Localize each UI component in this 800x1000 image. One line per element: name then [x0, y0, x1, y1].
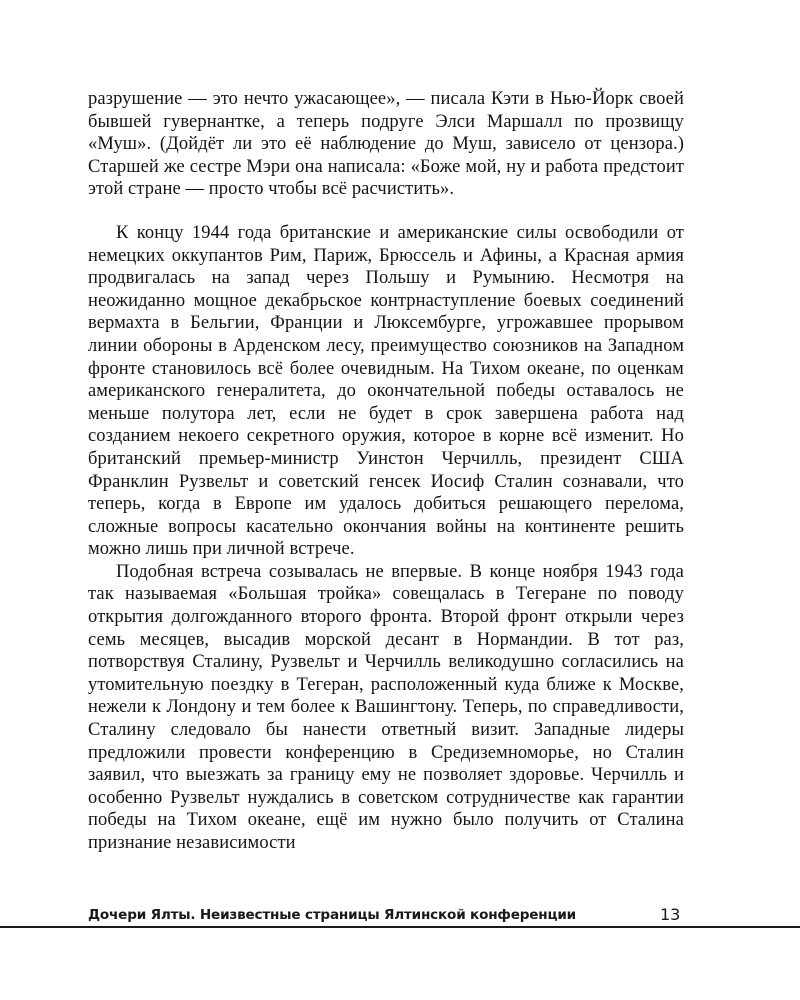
paragraph-continuation: разрушение — это нечто ужасающее», — писала Кэти в Нью-Йорк своей бывшей гувернантке, а теперь подруге Элси Маршалл по прозвищу «Муш». (Дойдёт ли это её наблюдение до Муш, зависело от цензора.) Старшей же сестре Мэри она написала: «Боже мой, ну и работа предстоит этой стране — просто чтобы всё расчистить». — [88, 89, 684, 200]
page-body — [88, 88, 684, 855]
page-footer — [0, 904, 800, 934]
running-title: Дочери Ялты. Неизвестные страницы Ялтинской конференции — [88, 907, 576, 923]
footer-rule — [0, 926, 800, 928]
paragraph-1944-situation: К концу 1944 года британские и американские силы освободили от немецких оккупантов Рим, Париж, Брюссель и Афины, а Красная армия продвигалась на запад через Польшу и Румынию. Несмотря на неожиданно мощное декабрьское контрнаступление боевых соединений вермахта в Бельгии, Франции и Люксембурге, угрожавшее прорывом линии обороны в Арденском лесу, преимущество союзников на Западном фронте становилось всё более очевидным. На Тихом океане, по оценкам американского генералитета, до окончательной победы оставалось не меньше полутора лет, если не будет в срок завершена работа над созданием некоего секретного оружия, которое в корне всё изменит. Но британский премьер-министр Уинстон Черчилль, президент США Франклин Рузвельт и советский генсек Иосиф Сталин сознавали, что теперь, когда в Европе им удалось добиться решающего перелома, сложные вопросы касательно окончания войны на континенте решить можно лишь при личной встрече. — [88, 222, 684, 560]
page-number: 13 — [660, 905, 681, 924]
paragraph-tehran-meeting: Подобная встреча созывалась не впервые. В конце ноября 1943 года так называемая «Большая тройка» совещалась в Тегеране по поводу открытия долгожданного второго фронта. Второй фронт открыли через семь месяцев, высадив морской десант в Нормандии. В тот раз, потворствуя Сталину, Рузвельт и Черчилль великодушно согласились на утомительную поездку в Тегеран, расположенный куда ближе к Москве, нежели к Лондону и тем более к Вашингтону. Теперь, по справедливости, Сталину следовало бы нанести ответный визит. Западные лидеры предложили провести конференцию в Средиземноморье, но Сталин заявил, что выезжать за границу ему не позволяет здоровье. Черчилль и особенно Рузвельт нуждались в советском сотрудничестве как гарантии победы на Тихом океане, ещё им нужно было получить от Сталина признание независимости — [88, 561, 684, 853]
